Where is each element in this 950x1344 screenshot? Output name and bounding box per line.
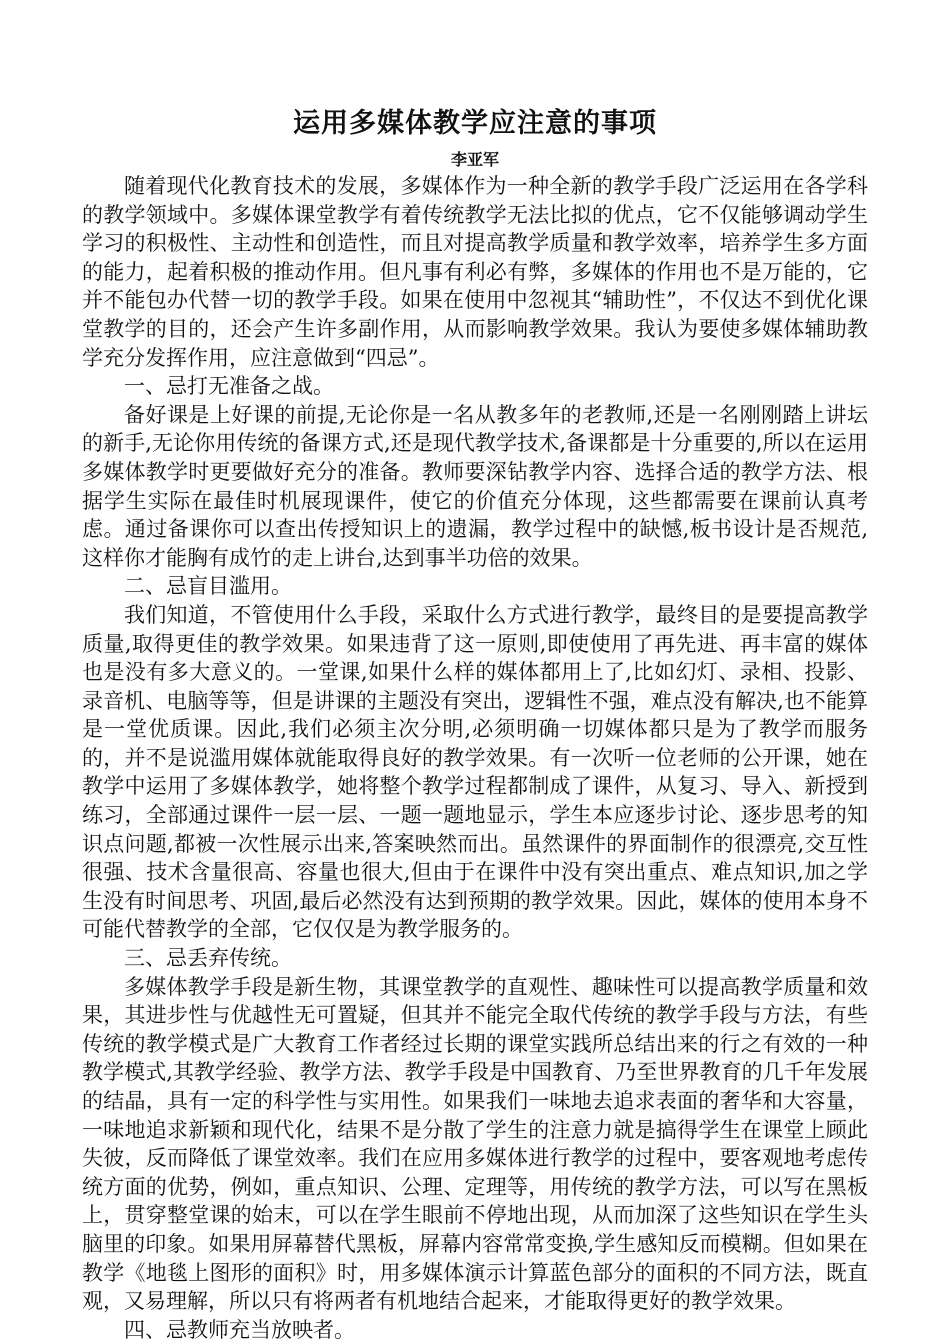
document-title: 运用多媒体教学应注意的事项 [293, 108, 657, 139]
paragraph-section-3: 多媒体教学手段是新生物，其课堂教学的直观性、趣味性可以提高教学质量和效果，其进步性与优越性无可置疑，但其并不能完全取代传统的教学手段与方法，有些传统的教学模式是广大教育工作者经过长期的课堂实践所总结出来的行之有效的一种教学模式,其教学经验、教学方法、教学手段是中国教育、乃至世界教育的几千年发展的结晶，具有一定的科学性与实用性。如果我们一味地去追求表面的奢华和大容量，一味地追求新颖和现代化，结果不是分散了学生的注意力就是搞得学生在课堂上顾此失彼，反而降低了课堂效率。我们在应用多媒体进行教学的过程中，要客观地考虑传统方面的优势，例如，重点知识、公理、定理等，用传统的教学方法，可以写在黑板上，贯穿整堂课的始末，可以在学生眼前不停地出现，从而加深了这些知识在学生头脑里的印象。如果用屏幕替代黑板，屏幕内容常常变换,学生感知反而模糊。但如果在教学《地毯上图形的面积》时，用多媒体演示计算蓝色部分的面积的不同方法，既直观，又易理解，所以只有将两者有机地结合起来，才能取得更好的教学效果。 [82, 974, 869, 1314]
section-heading-1: 一、忌打无准备之战。 [124, 374, 334, 399]
paragraph-section-1: 备好课是上好课的前提,无论你是一名从教多年的老教师,还是一名刚刚踏上讲坛的新手,无论你用传统的备课方式,还是现代教学技术,备课都是十分重要的,所以在运用多媒体教学时更要做好充分的准备。教师要深钻教学内容、选择合适的教学方法、根据学生实际在最佳时机展现课件，使它的价值充分体现，这些都需要在课前认真考虑。通过备课你可以查出传授知识上的遗漏，教学过程中的缺憾,板书设计是否规范,这样你才能胸有成竹的走上讲台,达到事半功倍的效果。 [82, 402, 868, 570]
section-heading-3: 三、忌丢弃传统。 [124, 946, 292, 971]
section-heading-4: 四、忌教师充当放映者。 [124, 1317, 355, 1342]
document-page [82, 104, 868, 1344]
paragraph-section-2: 我们知道，不管使用什么手段，采取什么方式进行教学，最终目的是要提高教学质量,取得更佳的教学效果。如果违背了这一原则,即使使用了再先进、再丰富的媒体也是没有多大意义的。一堂课,如果什么样的媒体都用上了,比如幻灯、录相、投影、录音机、电脑等等，但是讲课的主题没有突出，逻辑性不强，难点没有解决,也不能算是一堂优质课。因此,我们必须主次分明,必须明确一切媒体都只是为了教学而服务的，并不是说滥用媒体就能取得良好的教学效果。有一次听一位老师的公开课，她在教学中运用了多媒体教学，她将整个教学过程都制成了课件，从复习、导入、新授到练习，全部通过课件一层一层、一题一题地显示，学生本应逐步讨论、逐步思考的知识点问题,都被一次性展示出来,答案映然而出。虽然课件的界面制作的很漂亮,交互性很强、技术含量很高、容量也很大,但由于在课件中没有突出重点、难点知识,加之学生没有时间思考、巩固,最后必然没有达到预期的教学效果。因此，媒体的使用本身不可能代替教学的全部，它仅仅是为教学服务的。 [82, 602, 868, 942]
document-author: 李亚军 [450, 150, 499, 169]
paragraph-intro: 随着现代化教育技术的发展，多媒体作为一种全新的教学手段广泛运用在各学科的教学领域中。多媒体课堂教学有着传统教学无法比拟的优点，它不仅能够调动学生学习的积极性、主动性和创造性，而且对提高教学质量和教学效率，培养学生多方面的能力，起着积极的推动作用。但凡事有利必有弊，多媒体的作用也不是万能的，它并不能包办代替一切的教学手段。如果在使用中忽视其“辅助性”，不仅达不到优化课堂教学的目的，还会产生许多副作用，从而影响教学效果。我认为要使多媒体辅助教学充分发挥作用，应注意做到“四忌”。 [82, 174, 868, 370]
section-heading-2: 二、忌盲目滥用。 [124, 574, 292, 599]
